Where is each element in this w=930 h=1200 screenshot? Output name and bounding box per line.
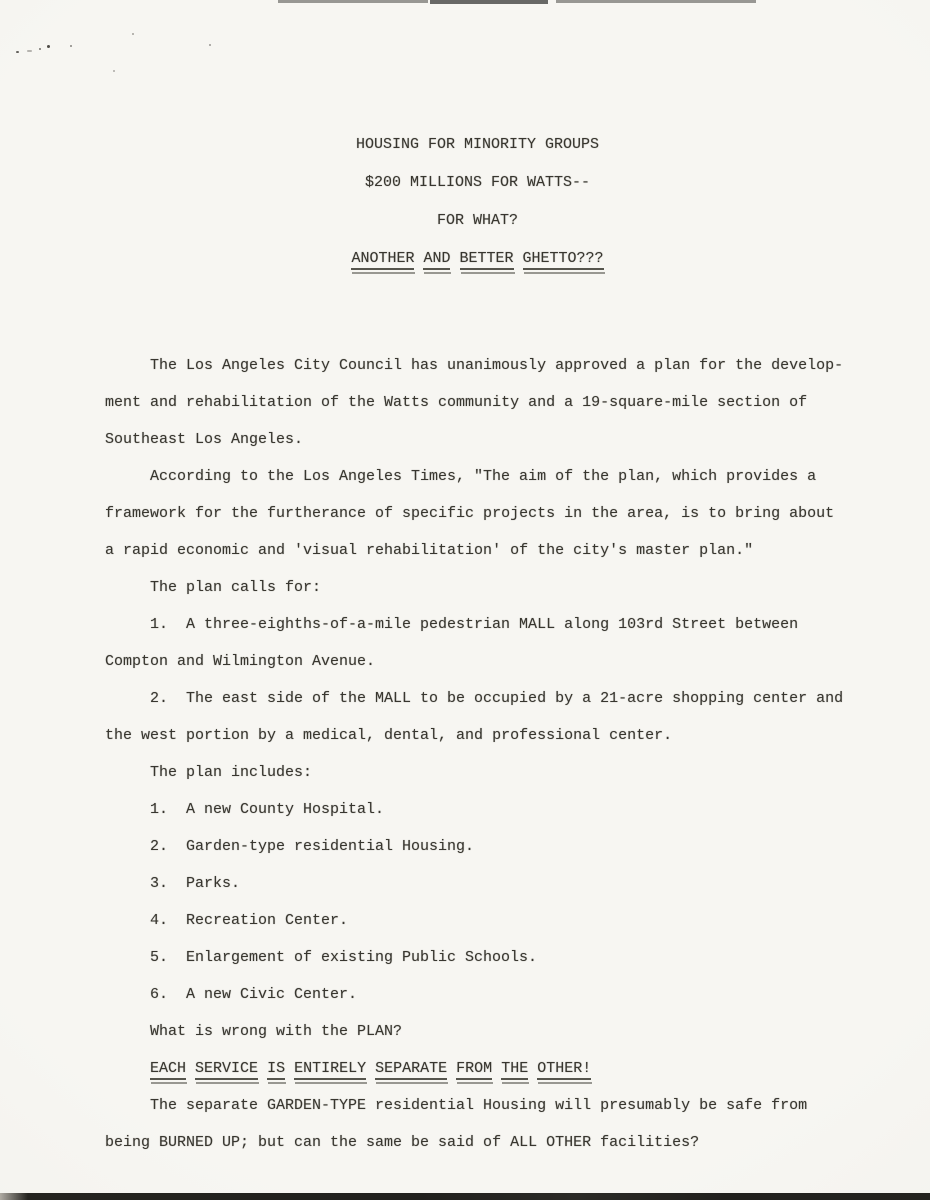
- document-line: the west portion by a medical, dental, and professional center.: [105, 727, 673, 744]
- scan-edge-segment: [556, 0, 756, 3]
- underlined-word: GHETTO???: [522, 250, 604, 267]
- document-line: 4. Recreation Center.: [150, 912, 349, 929]
- document-line: being BURNED UP; but can the same be said of ALL OTHER facilities?: [105, 1134, 700, 1151]
- document-line: 5. Enlargement of existing Public Schools.: [150, 949, 538, 966]
- title-line: FOR WHAT?: [436, 212, 518, 229]
- scan-artifact-top-edge: [0, 0, 930, 8]
- scan-speck: [113, 70, 115, 72]
- document-line: 2. Garden-type residential Housing.: [150, 838, 475, 855]
- document-line: 2. The east side of the MALL to be occupied by a 21-acre shopping center and: [150, 690, 844, 707]
- document-line: ment and rehabilitation of the Watts community and a 19-square-mile section of: [105, 394, 808, 411]
- underlined-word: ENTIRELY: [294, 1060, 367, 1077]
- document-line: What is wrong with the PLAN?: [150, 1023, 403, 1040]
- document-line: 3. Parks.: [150, 875, 241, 892]
- underlined-word: BETTER: [459, 250, 514, 267]
- document-line: The plan calls for:: [150, 579, 322, 596]
- title-line: $200 MILLIONS FOR WATTS--: [364, 174, 591, 191]
- document-title: [105, 126, 850, 278]
- document-line: [105, 1050, 850, 1087]
- scan-speck: [39, 48, 41, 50]
- document-line: 1. A three-eighths-of-a-mile pedestrian MALL along 103rd Street between: [150, 616, 799, 633]
- scan-speck: [16, 51, 19, 53]
- scan-speck: [209, 44, 211, 46]
- document-line: The separate GARDEN-TYPE residential Housing will presumably be safe from: [150, 1097, 808, 1114]
- scan-speck: [47, 45, 50, 48]
- document-line: According to the Los Angeles Times, "The aim of the plan, which provides a: [150, 468, 817, 485]
- title-line: [105, 240, 850, 278]
- scan-edge-segment: [278, 0, 428, 3]
- document-line: The Los Angeles City Council has unanimously approved a plan for the develop-: [150, 357, 844, 374]
- scan-artifact-bottom-edge: [0, 1193, 930, 1200]
- underlined-word: IS: [267, 1060, 286, 1077]
- document-line: a rapid economic and 'visual rehabilitation' of the city's master plan.": [105, 542, 754, 559]
- underlined-word: ANOTHER: [351, 250, 415, 267]
- underlined-word: OTHER!: [537, 1060, 592, 1077]
- title-line: HOUSING FOR MINORITY GROUPS: [355, 136, 600, 153]
- underlined-word: THE: [501, 1060, 529, 1077]
- scan-speck: [132, 33, 134, 35]
- document-line: Compton and Wilmington Avenue.: [105, 653, 376, 670]
- underlined-word: FROM: [456, 1060, 493, 1077]
- underlined-word: AND: [423, 250, 451, 267]
- document-line: 6. A new Civic Center.: [150, 986, 358, 1003]
- underlined-word: SEPARATE: [375, 1060, 448, 1077]
- underlined-word: EACH: [150, 1060, 187, 1077]
- document-paragraphs: [105, 347, 850, 1161]
- scan-speck: [70, 45, 72, 47]
- document-line: framework for the furtherance of specific projects in the area, is to bring about: [105, 505, 835, 522]
- underlined-word: SERVICE: [195, 1060, 259, 1077]
- document-body: [105, 92, 850, 1195]
- document-line: 1. A new County Hospital.: [150, 801, 385, 818]
- document-line: Southeast Los Angeles.: [105, 431, 304, 448]
- scan-edge-segment: [430, 0, 548, 4]
- document-line: The plan includes:: [150, 764, 313, 781]
- scan-speck: [27, 50, 32, 52]
